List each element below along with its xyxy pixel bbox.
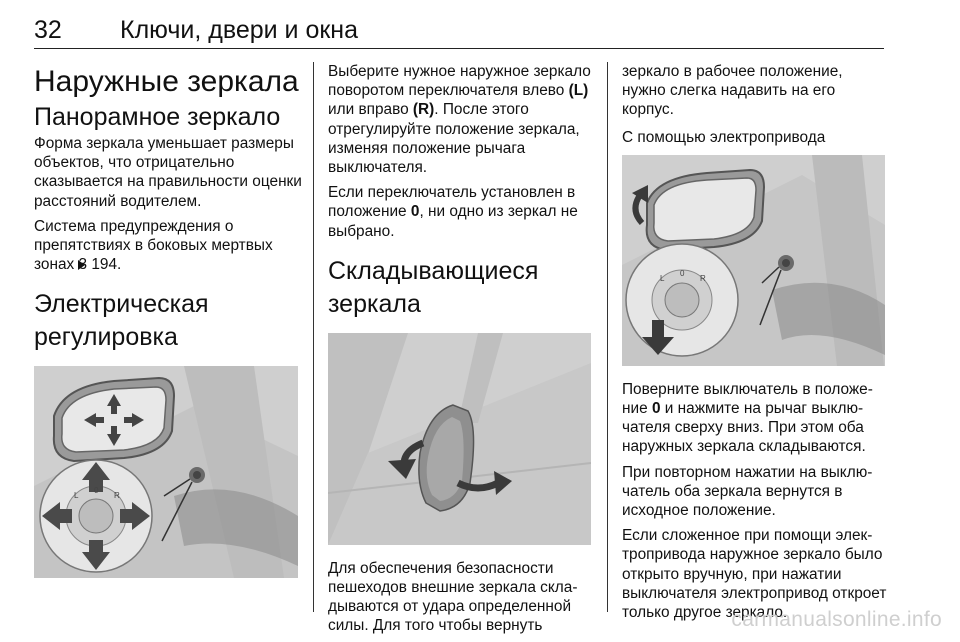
subsection-heading: Электрическая регулировка [34, 290, 209, 352]
page-number: 32 [34, 16, 62, 44]
column-left [34, 62, 302, 578]
switch-letter-l: L [660, 273, 665, 283]
subsection-heading: Складывающиеся зеркала [328, 256, 539, 318]
page-header [34, 14, 884, 49]
subsection-heading: Панорамное зеркало [34, 103, 281, 131]
watermark: carmanualsonline.info [731, 608, 942, 631]
paragraph: Для обеспечения безопасности пешеходов внешние зеркала складываются от удара определенной силы. Для того чтобы вернуть [328, 559, 578, 635]
paragraph: Система предупреждения о препятствиях в боковых мертвых зонах 3 194. [34, 217, 273, 274]
switch-letter-zero: 0 [680, 268, 685, 278]
column-divider [313, 62, 314, 612]
column-right [622, 62, 890, 628]
electric-folding-switch-figure [622, 155, 885, 366]
paragraph: Если переключатель установлен в положение 0, ни одно из зеркал не выбрано. [328, 184, 578, 240]
switch-letter-r: R [114, 491, 120, 501]
switch-letter-r: R [700, 273, 706, 283]
paragraph: Форма зеркала уменьшает размеры объектов, что отрицательно сказывается на правильности оценки расстояний водителем. [34, 135, 302, 210]
mirror-adjust-switch-figure [34, 366, 298, 578]
chapter-title: Ключи, двери и окна [120, 16, 359, 44]
folding-mirror-figure [328, 333, 591, 545]
paragraph: Поверните выключатель в положение 0 и нажмите на рычаг выключателя сверху вниз. При этом оба наружных зеркала складываются. [622, 380, 873, 456]
page-reference[interactable]: 3 194. [78, 256, 122, 274]
switch-letter-l: L [74, 491, 79, 501]
paragraph: Если сложенное при помощи электропривода наружное зеркало было открыто вручную, при нажатии выключателя электропривод откроет только другое зеркало. [622, 527, 887, 622]
paragraph: Выберите нужное наружное зеркало поворотом переключателя влево (L) или вправо (R). После этого отрегулируйте положение зеркала, изменяя положение рычага выключателя. [328, 63, 591, 177]
section-heading: Наружные зеркала [34, 65, 299, 98]
paragraph: зеркало в рабочее положение, нужно слегка надавить на его корпус. [622, 63, 843, 119]
column-divider [607, 62, 608, 612]
subsection-heading: С помощью электропривода [622, 128, 826, 146]
paragraph: При повторном нажатии на выключатель оба зеркала вернутся в исходное положение. [622, 463, 873, 520]
column-middle [328, 62, 596, 642]
switch-letter-zero: 0 [94, 486, 99, 496]
